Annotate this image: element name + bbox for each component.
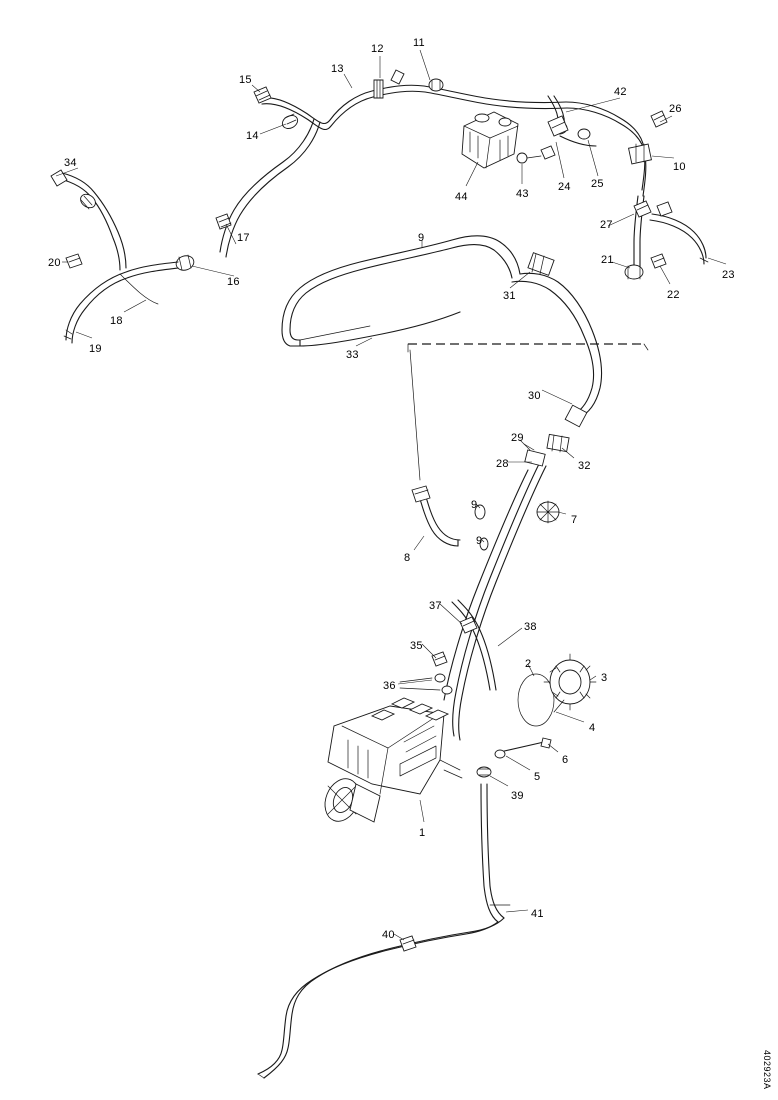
injection-pump-body (319, 698, 462, 826)
callout-6: 6 (562, 754, 569, 766)
callout-35: 35 (410, 640, 423, 652)
callout-31: 31 (503, 290, 516, 302)
callout-11: 11 (413, 37, 425, 49)
callout-42: 42 (614, 86, 627, 98)
callout-2: 2 (525, 658, 532, 670)
callout-9-upper: 9 (418, 232, 425, 244)
callout-8: 8 (404, 552, 411, 564)
callout-38: 38 (524, 621, 537, 633)
callout-23: 23 (722, 269, 735, 281)
callout-41: 41 (531, 908, 544, 920)
callout-19: 19 (89, 343, 102, 355)
callout-12: 12 (371, 43, 384, 55)
callout-30: 30 (528, 390, 541, 402)
callout-43: 43 (516, 188, 529, 200)
callout-15: 15 (239, 74, 252, 86)
callout-14: 14 (246, 130, 259, 142)
callout-29: 29 (511, 432, 524, 444)
callout-20: 20 (48, 257, 61, 269)
callout-17: 17 (237, 232, 250, 244)
callout-33: 33 (346, 349, 359, 361)
callout-37: 37 (429, 600, 442, 612)
callout-18: 18 (110, 315, 123, 327)
callout-13: 13 (331, 63, 344, 75)
callout-21: 21 (601, 254, 614, 266)
callout-32: 32 (578, 460, 591, 472)
callout-36: 36 (383, 680, 396, 692)
callout-9-mid: 9 (471, 499, 478, 511)
callout-27-upper: 27 (600, 219, 613, 231)
callout-39: 39 (511, 790, 524, 802)
callout-28: 28 (496, 458, 509, 470)
upper-hose-assembly (51, 70, 567, 343)
callout-34: 34 (64, 157, 77, 169)
callout-5: 5 (534, 771, 541, 783)
callout-7: 7 (571, 514, 578, 526)
callout-3: 3 (601, 672, 608, 684)
callout-10: 10 (673, 161, 686, 173)
callout-9-lower: 9 (476, 535, 483, 547)
callout-4: 4 (589, 722, 596, 734)
callout-1: 1 (419, 827, 426, 839)
drive-gear-assembly (477, 654, 596, 777)
callout-22: 22 (667, 289, 680, 301)
callout-25: 25 (591, 178, 604, 190)
sheet-code: 402923A (762, 1050, 772, 1090)
callout-44: 44 (455, 191, 468, 203)
top-right-manifold (462, 96, 708, 279)
leader-lines (56, 50, 726, 940)
callout-24: 24 (558, 181, 571, 193)
callout-40: 40 (382, 929, 395, 941)
callout-26: 26 (669, 103, 682, 115)
callout-16: 16 (227, 276, 240, 288)
